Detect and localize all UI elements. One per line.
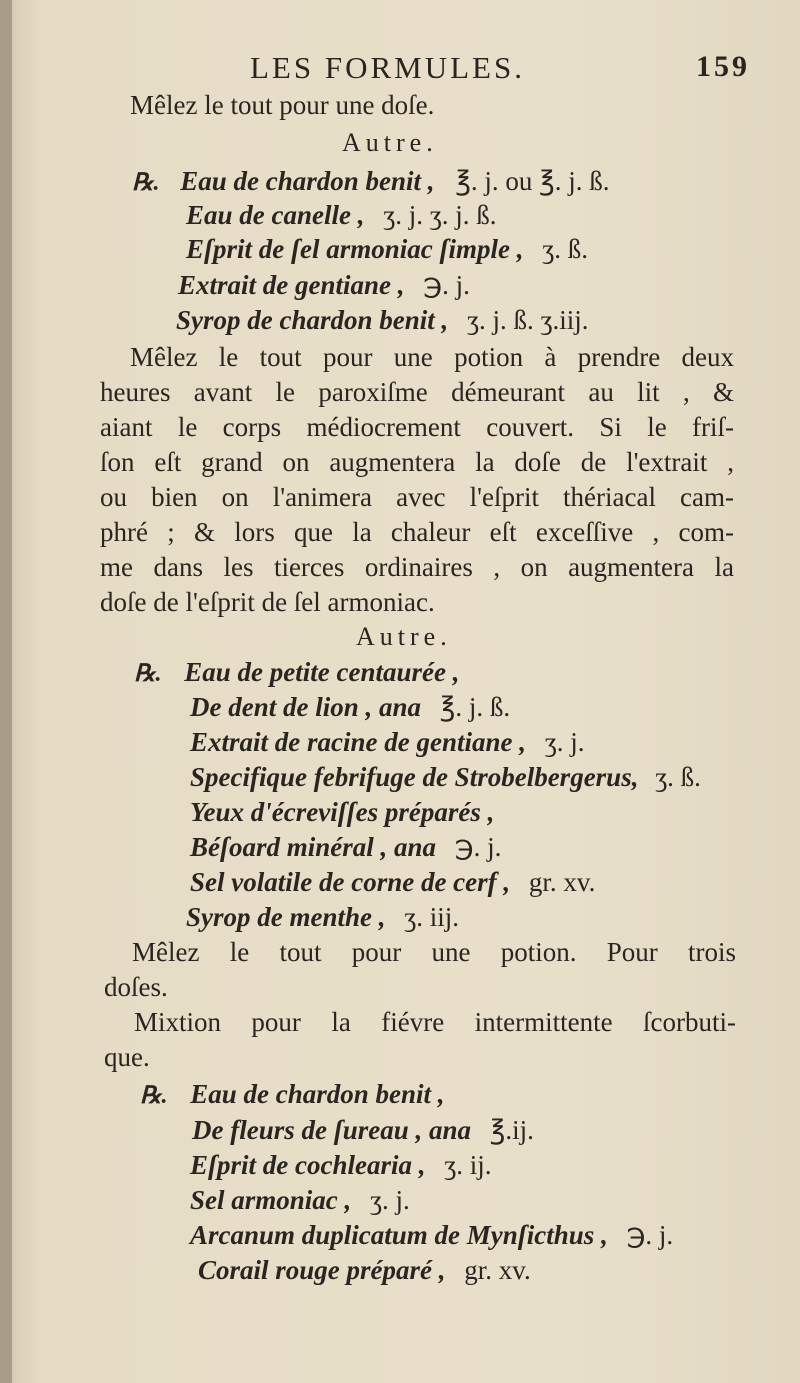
ingredient-dose: ℈. j.: [423, 270, 470, 300]
ingredient-dose: ʒ. ß.: [542, 234, 588, 264]
text-line: ſon eſt grand on augmentera la doſe de l'extrait ,: [100, 447, 734, 477]
ingredient-name: Syrop de chardon benit ,: [176, 305, 449, 335]
recipe-symbol: ℞.: [140, 1083, 168, 1109]
ingredient-dose: ℥. j. ß.: [439, 692, 511, 722]
recipe-line: [190, 690, 510, 724]
recipe-line: [186, 232, 588, 266]
text-line: aiant le corps médiocrement couvert. Si le friſ-: [100, 412, 734, 442]
ingredient-name: Sel armoniac ,: [190, 1185, 352, 1215]
recipe-line: [190, 760, 701, 794]
ingredient-dose: ℥.ij.: [489, 1115, 534, 1145]
ingredient-dose: gr. xv.: [528, 867, 596, 897]
recipe-line: [178, 268, 470, 302]
recipe-line: [190, 1183, 410, 1217]
text-line: heures avant le paroxiſme démeurant au lit , &: [100, 377, 734, 407]
text-line: que.: [104, 1042, 150, 1072]
ingredient-dose: ʒ. ij.: [444, 1150, 492, 1180]
text-line: ou bien on l'animera avec l'eſprit thériacal cam-: [100, 482, 734, 512]
recipe-line: [192, 1113, 534, 1147]
ingredient-dose: ℥. j. ou ℥. j. ß.: [455, 166, 610, 196]
recipe-symbol: ℞.: [132, 170, 160, 196]
recipe-line: [186, 198, 496, 232]
text-line: doſes.: [104, 972, 168, 1002]
ingredient-dose: ʒ. ß.: [655, 762, 701, 792]
text-line: Mêlez le tout pour une potion à prendre deux: [130, 342, 734, 372]
recipe-line: [190, 795, 494, 829]
ingredient-dose: ℈. j.: [454, 832, 502, 862]
page-header: [250, 50, 750, 90]
text-line: Mêlez le tout pour une potion. Pour trois: [132, 937, 736, 967]
recipe-line: [190, 1218, 673, 1252]
text-line: Mêlez le tout pour une doſe.: [130, 90, 435, 120]
ingredient-dose: ʒ. j. ß. ʒ.iij.: [467, 305, 589, 335]
page-edge: [0, 0, 12, 1383]
ingredient-name: Extrait de gentiane ,: [178, 270, 405, 300]
ingredient-name: De fleurs de ſureau , ana: [192, 1115, 472, 1145]
ingredient-dose: ℈. j.: [626, 1220, 674, 1250]
ingredient-name: Corail rouge préparé ,: [198, 1255, 446, 1285]
recipe-line: [140, 1077, 445, 1113]
recipe-symbol: ℞.: [134, 661, 162, 687]
ingredient-dose: ʒ. j.: [544, 727, 585, 757]
recipe-line: [176, 303, 589, 337]
page-number: 159: [696, 50, 750, 83]
ingredient-name: Béſoard minéral , ana: [190, 832, 437, 862]
ingredient-dose: ʒ. j. ʒ. j. ß.: [383, 200, 497, 230]
ingredient-name: Eau de canelle ,: [186, 200, 365, 230]
ingredient-name: Eau de chardon benit ,: [190, 1079, 445, 1109]
recipe-line: [190, 830, 501, 864]
recipe-line: [190, 725, 584, 759]
text-line: Mixtion pour la fiévre intermittente ſcorbuti-: [134, 1007, 736, 1037]
ingredient-name: De dent de lion , ana: [190, 692, 422, 722]
recipe-line: [190, 1148, 491, 1182]
ingredient-dose: gr. xv.: [464, 1255, 531, 1285]
recipe-line: [186, 900, 459, 934]
ingredient-name: Eau de petite centaurée ,: [184, 657, 460, 687]
recipe-line: [190, 865, 595, 899]
text-line: doſe de l'eſprit de ſel armoniac.: [100, 587, 435, 617]
ingredient-name: Eſprit de ſel armoniac ſimple ,: [186, 234, 524, 264]
section-heading: Autre.: [356, 622, 452, 651]
running-head: LES FORMULES.: [250, 50, 525, 85]
ingredient-name: Sel volatile de corne de cerf ,: [190, 867, 511, 897]
ingredient-name: Eſprit de cochlearia ,: [190, 1150, 426, 1180]
section-heading: Autre.: [342, 128, 438, 157]
ingredient-name: Specifique febrifuge de Strobelbergerus,: [190, 762, 639, 792]
ingredient-name: Extrait de racine de gentiane ,: [190, 727, 526, 757]
text-line: phré ; & lors que la chaleur eſt exceſſive , com-: [100, 517, 734, 547]
ingredient-dose: ʒ. iij.: [404, 902, 459, 932]
ingredient-dose: ʒ. j.: [370, 1185, 410, 1215]
ingredient-name: Eau de chardon benit ,: [180, 166, 435, 196]
ingredient-name: Arcanum duplicatum de Mynſicthus ,: [190, 1220, 608, 1250]
ingredient-name: Yeux d'écreviſſes préparés ,: [190, 797, 495, 827]
ingredient-name: Syrop de menthe ,: [186, 902, 386, 932]
recipe-line: [134, 655, 459, 691]
recipe-line: [198, 1253, 531, 1287]
recipe-line: [132, 164, 610, 200]
text-line: me dans les tierces ordinaires , on augmentera la: [100, 552, 734, 582]
